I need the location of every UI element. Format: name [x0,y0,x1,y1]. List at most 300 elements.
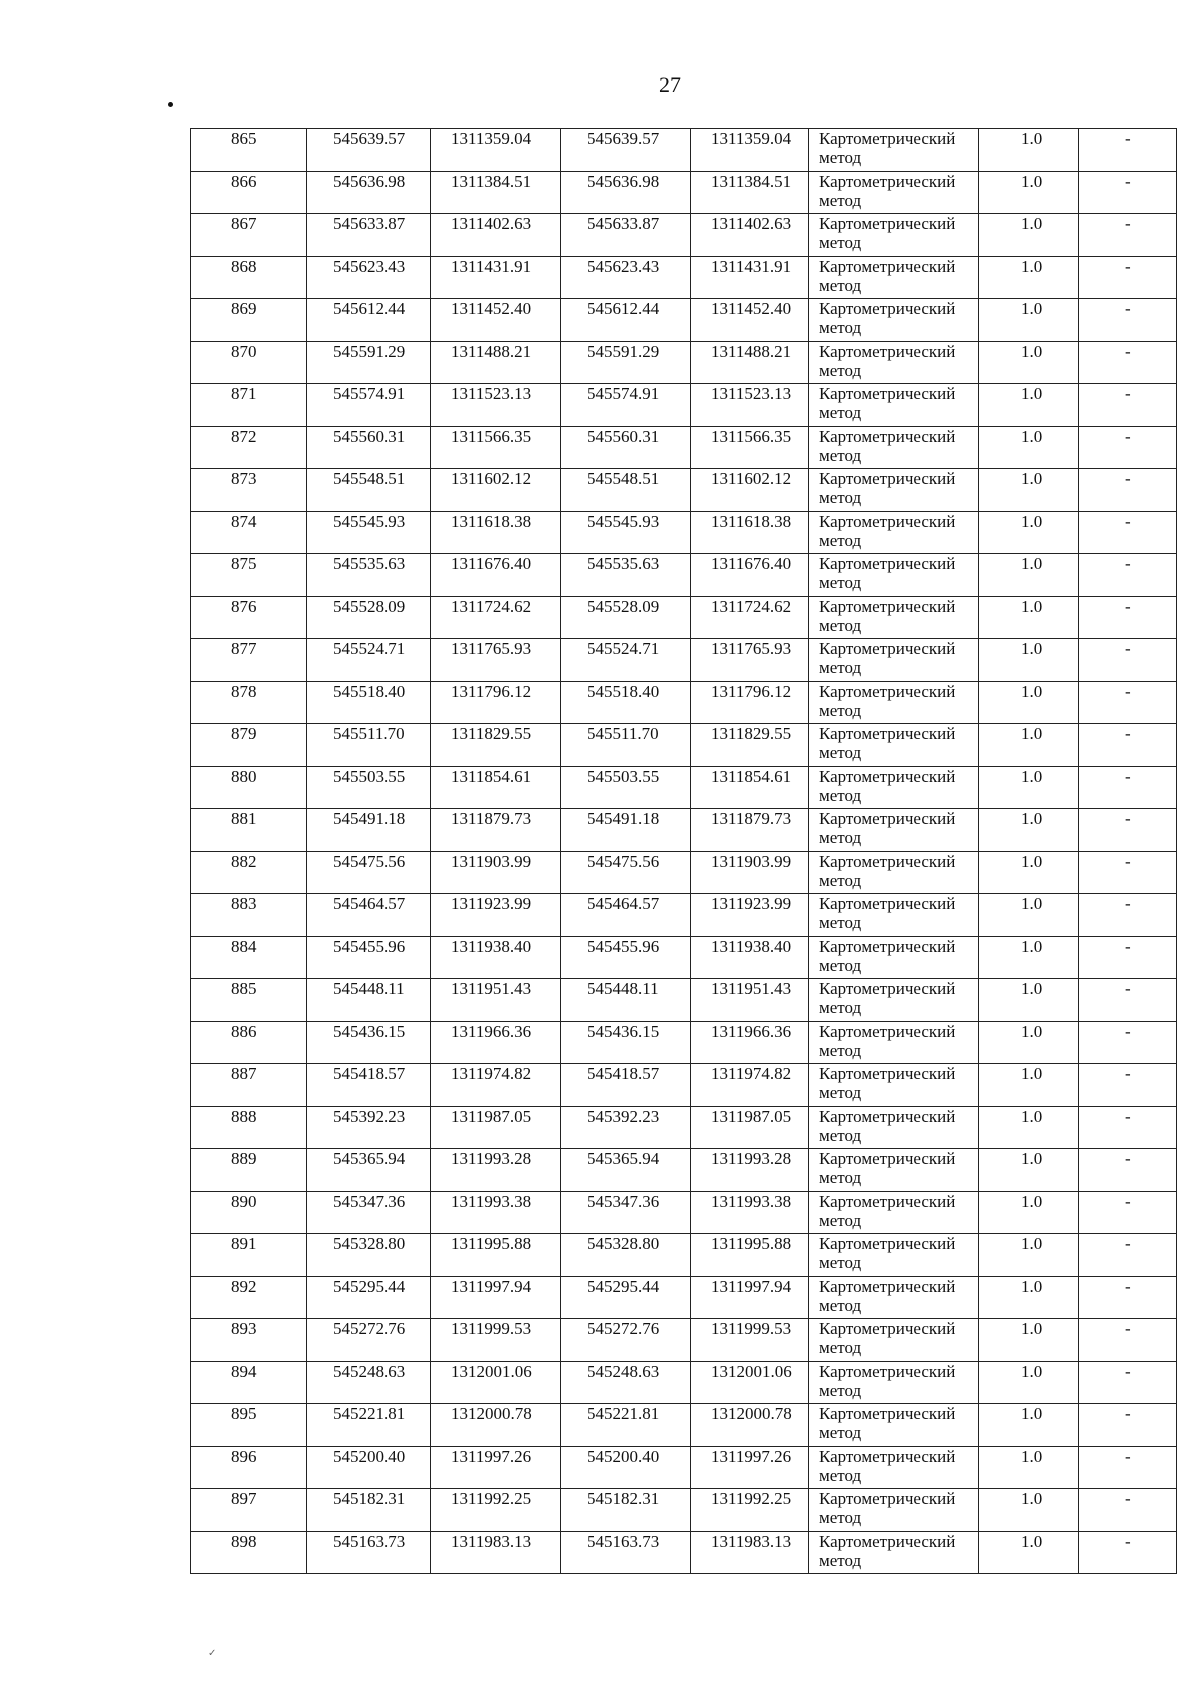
x-coordinate-new-cell: 545623.43 [561,256,691,299]
method-cell [809,511,979,554]
point-number-cell: 893 [191,1319,307,1362]
method-cell [809,851,979,894]
table-row [191,681,1177,724]
method-label-suffix: метод [819,1550,862,1570]
method-cell [809,1531,979,1574]
x-coordinate-cell: 545163.73 [307,1531,431,1574]
accuracy-cell: 1.0 [979,1149,1079,1192]
accuracy-cell: 1.0 [979,724,1079,767]
description-cell: - [1079,1404,1177,1447]
y-coordinate-new-cell: 1311987.05 [691,1106,809,1149]
table-row [191,129,1177,172]
y-coordinate-new-cell: 1311999.53 [691,1319,809,1362]
method-label: Картометрический [819,426,956,446]
y-coordinate-new-cell: 1311359.04 [691,129,809,172]
table-row [191,1234,1177,1277]
x-coordinate-cell: 545464.57 [307,894,431,937]
method-label: Картометрический [819,1489,956,1508]
method-label-suffix: метод [819,870,862,890]
y-coordinate-new-cell: 1311452.40 [691,299,809,342]
method-label-suffix: метод [819,1168,862,1187]
table-row [191,341,1177,384]
point-number-cell: 865 [191,129,307,172]
y-coordinate-cell: 1311983.13 [431,1531,561,1574]
y-coordinate-cell: 1311796.12 [431,681,561,724]
description-cell: - [1079,1319,1177,1362]
y-coordinate-new-cell: 1312000.78 [691,1404,809,1447]
y-coordinate-cell: 1311993.28 [431,1149,561,1192]
y-coordinate-cell: 1311992.25 [431,1489,561,1532]
point-number-cell: 867 [191,214,307,257]
table-row [191,554,1177,597]
method-cell [809,469,979,512]
point-number-cell: 868 [191,256,307,299]
description-cell: - [1079,511,1177,554]
point-number-cell: 885 [191,979,307,1022]
method-label-suffix: метод [819,913,862,932]
method-cell [809,426,979,469]
description-cell: - [1079,1234,1177,1277]
method-label: Картометрический [819,171,956,191]
method-label-suffix: метод [819,275,862,295]
x-coordinate-cell: 545455.96 [307,936,431,979]
method-label: Картометрический [819,511,956,531]
method-cell [809,1064,979,1107]
point-number-cell: 895 [191,1404,307,1447]
x-coordinate-cell: 545475.56 [307,851,431,894]
point-number-cell: 879 [191,724,307,767]
point-number-cell: 881 [191,809,307,852]
point-number-cell: 898 [191,1531,307,1574]
description-cell: - [1079,341,1177,384]
point-number-cell: 880 [191,766,307,809]
method-cell [809,1361,979,1404]
method-label-suffix: метод [819,1040,862,1060]
x-coordinate-cell: 545418.57 [307,1064,431,1107]
method-cell [809,724,979,767]
y-coordinate-new-cell: 1311983.13 [691,1531,809,1574]
method-label-suffix: метод [819,1423,862,1442]
method-label-suffix: метод [819,1380,862,1400]
table-row [191,639,1177,682]
x-coordinate-cell: 545221.81 [307,1404,431,1447]
y-coordinate-new-cell: 1311992.25 [691,1489,809,1532]
y-coordinate-cell: 1311431.91 [431,256,561,299]
y-coordinate-new-cell: 1311796.12 [691,681,809,724]
accuracy-cell: 1.0 [979,1106,1079,1149]
point-number-cell: 876 [191,596,307,639]
y-coordinate-cell: 1311384.51 [431,171,561,214]
point-number-cell: 869 [191,299,307,342]
method-label: Картометрический [819,129,956,148]
description-cell: - [1079,639,1177,682]
x-coordinate-cell: 545560.31 [307,426,431,469]
x-coordinate-cell: 545448.11 [307,979,431,1022]
point-number-cell: 891 [191,1234,307,1277]
table-row [191,1404,1177,1447]
point-number-cell: 884 [191,936,307,979]
table-row [191,724,1177,767]
y-coordinate-cell: 1311523.13 [431,384,561,427]
y-coordinate-new-cell: 1311879.73 [691,809,809,852]
method-label: Картометрический [819,1149,956,1168]
y-coordinate-new-cell: 1311523.13 [691,384,809,427]
method-cell [809,1021,979,1064]
y-coordinate-new-cell: 1311618.38 [691,511,809,554]
description-cell: - [1079,1191,1177,1234]
table-row [191,384,1177,427]
y-coordinate-new-cell: 1311566.35 [691,426,809,469]
x-coordinate-cell: 545545.93 [307,511,431,554]
accuracy-cell: 1.0 [979,851,1079,894]
table-row [191,1021,1177,1064]
method-cell [809,1319,979,1362]
accuracy-cell: 1.0 [979,766,1079,809]
x-coordinate-new-cell: 545200.40 [561,1446,691,1489]
method-label-suffix: метод [819,233,862,252]
x-coordinate-new-cell: 545548.51 [561,469,691,512]
method-cell [809,1106,979,1149]
y-coordinate-cell: 1311402.63 [431,214,561,257]
description-cell: - [1079,1531,1177,1574]
method-cell [809,596,979,639]
point-number-cell: 877 [191,639,307,682]
method-label-suffix: метод [819,658,862,677]
description-cell: - [1079,426,1177,469]
point-number-cell: 871 [191,384,307,427]
accuracy-cell: 1.0 [979,1489,1079,1532]
x-coordinate-new-cell: 545295.44 [561,1276,691,1319]
method-label-suffix: метод [819,488,862,507]
x-coordinate-new-cell: 545272.76 [561,1319,691,1362]
description-cell: - [1079,681,1177,724]
method-label: Картометрический [819,384,956,403]
description-cell: - [1079,1276,1177,1319]
method-cell [809,214,979,257]
x-coordinate-new-cell: 545636.98 [561,171,691,214]
description-cell: - [1079,1106,1177,1149]
x-coordinate-new-cell: 545475.56 [561,851,691,894]
description-cell: - [1079,1446,1177,1489]
y-coordinate-cell: 1311879.73 [431,809,561,852]
x-coordinate-new-cell: 545392.23 [561,1106,691,1149]
y-coordinate-cell: 1311951.43 [431,979,561,1022]
table-row [191,1489,1177,1532]
y-coordinate-cell: 1311829.55 [431,724,561,767]
table-row [191,1064,1177,1107]
table-row [191,766,1177,809]
method-cell [809,1149,979,1192]
method-cell [809,681,979,724]
y-coordinate-new-cell: 1311951.43 [691,979,809,1022]
accuracy-cell: 1.0 [979,341,1079,384]
description-cell: - [1079,1149,1177,1192]
method-label-suffix: метод [819,148,862,167]
method-cell [809,979,979,1022]
method-label-suffix: метод [819,955,862,975]
method-label-suffix: метод [819,573,862,592]
x-coordinate-new-cell: 545524.71 [561,639,691,682]
method-label: Картометрический [819,341,956,361]
method-label: Картометрический [819,766,956,786]
y-coordinate-cell: 1311765.93 [431,639,561,682]
x-coordinate-cell: 545295.44 [307,1276,431,1319]
table-row [191,1276,1177,1319]
x-coordinate-cell: 545511.70 [307,724,431,767]
description-cell: - [1079,384,1177,427]
x-coordinate-cell: 545528.09 [307,596,431,639]
method-label: Картометрический [819,851,956,871]
method-label-suffix: метод [819,998,862,1017]
y-coordinate-new-cell: 1311724.62 [691,596,809,639]
method-label: Картометрический [819,639,956,658]
accuracy-cell: 1.0 [979,129,1079,172]
method-label: Картометрический [819,256,956,276]
method-label-suffix: метод [819,828,862,847]
table-row [191,1319,1177,1362]
table-row [191,511,1177,554]
method-label: Картометрический [819,894,956,913]
x-coordinate-new-cell: 545182.31 [561,1489,691,1532]
method-cell [809,894,979,937]
x-coordinate-cell: 545365.94 [307,1149,431,1192]
bullet-mark [168,102,173,107]
x-coordinate-cell: 545612.44 [307,299,431,342]
method-label: Картометрический [819,936,956,956]
x-coordinate-new-cell: 545464.57 [561,894,691,937]
table-row [191,1149,1177,1192]
y-coordinate-cell: 1311938.40 [431,936,561,979]
method-label: Картометрический [819,554,956,573]
method-cell [809,1446,979,1489]
coordinates-table [190,128,1177,1574]
table-row [191,1191,1177,1234]
y-coordinate-cell: 1311999.53 [431,1319,561,1362]
description-cell: - [1079,936,1177,979]
y-coordinate-cell: 1311676.40 [431,554,561,597]
method-label-suffix: метод [819,700,862,720]
accuracy-cell: 1.0 [979,171,1079,214]
method-label-suffix: метод [819,445,862,465]
y-coordinate-cell: 1311618.38 [431,511,561,554]
x-coordinate-cell: 545524.71 [307,639,431,682]
method-label: Картометрический [819,1106,956,1126]
y-coordinate-new-cell: 1312001.06 [691,1361,809,1404]
method-label-suffix: метод [819,530,862,550]
x-coordinate-cell: 545639.57 [307,129,431,172]
table-row [191,1361,1177,1404]
x-coordinate-new-cell: 545221.81 [561,1404,691,1447]
table-row [191,171,1177,214]
method-label: Картометрический [819,214,956,233]
point-number-cell: 889 [191,1149,307,1192]
method-label: Картометрический [819,469,956,488]
x-coordinate-new-cell: 545365.94 [561,1149,691,1192]
method-cell [809,1489,979,1532]
accuracy-cell: 1.0 [979,1064,1079,1107]
accuracy-cell: 1.0 [979,681,1079,724]
y-coordinate-cell: 1311359.04 [431,129,561,172]
x-coordinate-new-cell: 545455.96 [561,936,691,979]
accuracy-cell: 1.0 [979,1276,1079,1319]
method-label-suffix: метод [819,360,862,380]
y-coordinate-cell: 1311602.12 [431,469,561,512]
x-coordinate-new-cell: 545574.91 [561,384,691,427]
method-label-suffix: метод [819,785,862,805]
method-label: Картометрический [819,1404,956,1423]
table-row [191,256,1177,299]
x-coordinate-cell: 545347.36 [307,1191,431,1234]
y-coordinate-cell: 1311566.35 [431,426,561,469]
method-cell [809,766,979,809]
y-coordinate-new-cell: 1311938.40 [691,936,809,979]
method-cell [809,256,979,299]
method-cell [809,384,979,427]
method-cell [809,299,979,342]
point-number-cell: 890 [191,1191,307,1234]
method-label: Картометрический [819,299,956,318]
accuracy-cell: 1.0 [979,809,1079,852]
method-cell [809,1276,979,1319]
x-coordinate-cell: 545392.23 [307,1106,431,1149]
point-number-cell: 882 [191,851,307,894]
x-coordinate-cell: 545574.91 [307,384,431,427]
x-coordinate-cell: 545503.55 [307,766,431,809]
y-coordinate-cell: 1311966.36 [431,1021,561,1064]
x-coordinate-new-cell: 545633.87 [561,214,691,257]
x-coordinate-new-cell: 545436.15 [561,1021,691,1064]
description-cell: - [1079,979,1177,1022]
method-label: Картометрический [819,1276,956,1296]
method-label: Картометрический [819,1361,956,1381]
method-cell [809,809,979,852]
x-coordinate-new-cell: 545639.57 [561,129,691,172]
x-coordinate-cell: 545200.40 [307,1446,431,1489]
description-cell: - [1079,1064,1177,1107]
point-number-cell: 887 [191,1064,307,1107]
y-coordinate-new-cell: 1311966.36 [691,1021,809,1064]
x-coordinate-new-cell: 545491.18 [561,809,691,852]
x-coordinate-new-cell: 545418.57 [561,1064,691,1107]
method-cell [809,1191,979,1234]
point-number-cell: 866 [191,171,307,214]
table-row [191,596,1177,639]
accuracy-cell: 1.0 [979,256,1079,299]
accuracy-cell: 1.0 [979,1234,1079,1277]
description-cell: - [1079,894,1177,937]
x-coordinate-cell: 545436.15 [307,1021,431,1064]
table-row [191,214,1177,257]
accuracy-cell: 1.0 [979,1319,1079,1362]
method-label-suffix: метод [819,1295,862,1315]
scan-blemish: ✓ [208,1648,217,1659]
accuracy-cell: 1.0 [979,426,1079,469]
point-number-cell: 883 [191,894,307,937]
y-coordinate-cell: 1311452.40 [431,299,561,342]
method-cell [809,936,979,979]
method-label-suffix: метод [819,743,862,762]
description-cell: - [1079,724,1177,767]
description-cell: - [1079,469,1177,512]
x-coordinate-cell: 545518.40 [307,681,431,724]
y-coordinate-new-cell: 1311995.88 [691,1234,809,1277]
y-coordinate-cell: 1312000.78 [431,1404,561,1447]
point-number-cell: 873 [191,469,307,512]
method-label-suffix: метод [819,1508,862,1527]
y-coordinate-new-cell: 1311602.12 [691,469,809,512]
accuracy-cell: 1.0 [979,214,1079,257]
description-cell: - [1079,1361,1177,1404]
accuracy-cell: 1.0 [979,1404,1079,1447]
description-cell: - [1079,1489,1177,1532]
x-coordinate-new-cell: 545612.44 [561,299,691,342]
table-row [191,426,1177,469]
description-cell: - [1079,129,1177,172]
accuracy-cell: 1.0 [979,1191,1079,1234]
point-number-cell: 888 [191,1106,307,1149]
method-label: Картометрический [819,979,956,998]
accuracy-cell: 1.0 [979,299,1079,342]
point-number-cell: 872 [191,426,307,469]
method-cell [809,341,979,384]
y-coordinate-cell: 1311995.88 [431,1234,561,1277]
point-number-cell: 892 [191,1276,307,1319]
description-cell: - [1079,596,1177,639]
description-cell: - [1079,766,1177,809]
table-row [191,894,1177,937]
method-label: Картометрический [819,809,956,828]
method-label: Картометрический [819,1021,956,1041]
accuracy-cell: 1.0 [979,596,1079,639]
table-row [191,809,1177,852]
point-number-cell: 894 [191,1361,307,1404]
method-label-suffix: метод [819,1083,862,1102]
x-coordinate-new-cell: 545448.11 [561,979,691,1022]
y-coordinate-new-cell: 1311854.61 [691,766,809,809]
accuracy-cell: 1.0 [979,894,1079,937]
method-cell [809,129,979,172]
x-coordinate-cell: 545272.76 [307,1319,431,1362]
y-coordinate-cell: 1311854.61 [431,766,561,809]
method-label-suffix: метод [819,1210,862,1230]
method-label: Картометрический [819,681,956,701]
y-coordinate-cell: 1311997.26 [431,1446,561,1489]
y-coordinate-new-cell: 1311997.94 [691,1276,809,1319]
method-cell [809,1404,979,1447]
table-body [191,129,1177,1574]
method-cell [809,554,979,597]
y-coordinate-cell: 1311997.94 [431,1276,561,1319]
x-coordinate-new-cell: 545511.70 [561,724,691,767]
method-label: Картометрический [819,596,956,616]
table-row [191,299,1177,342]
x-coordinate-cell: 545491.18 [307,809,431,852]
point-number-cell: 870 [191,341,307,384]
x-coordinate-cell: 545633.87 [307,214,431,257]
x-coordinate-new-cell: 545560.31 [561,426,691,469]
method-label-suffix: метод [819,403,862,422]
description-cell: - [1079,299,1177,342]
accuracy-cell: 1.0 [979,1446,1079,1489]
x-coordinate-new-cell: 545591.29 [561,341,691,384]
description-cell: - [1079,554,1177,597]
method-label-suffix: метод [819,615,862,635]
y-coordinate-new-cell: 1311488.21 [691,341,809,384]
y-coordinate-new-cell: 1311923.99 [691,894,809,937]
table-row [191,1106,1177,1149]
accuracy-cell: 1.0 [979,511,1079,554]
x-coordinate-new-cell: 545503.55 [561,766,691,809]
